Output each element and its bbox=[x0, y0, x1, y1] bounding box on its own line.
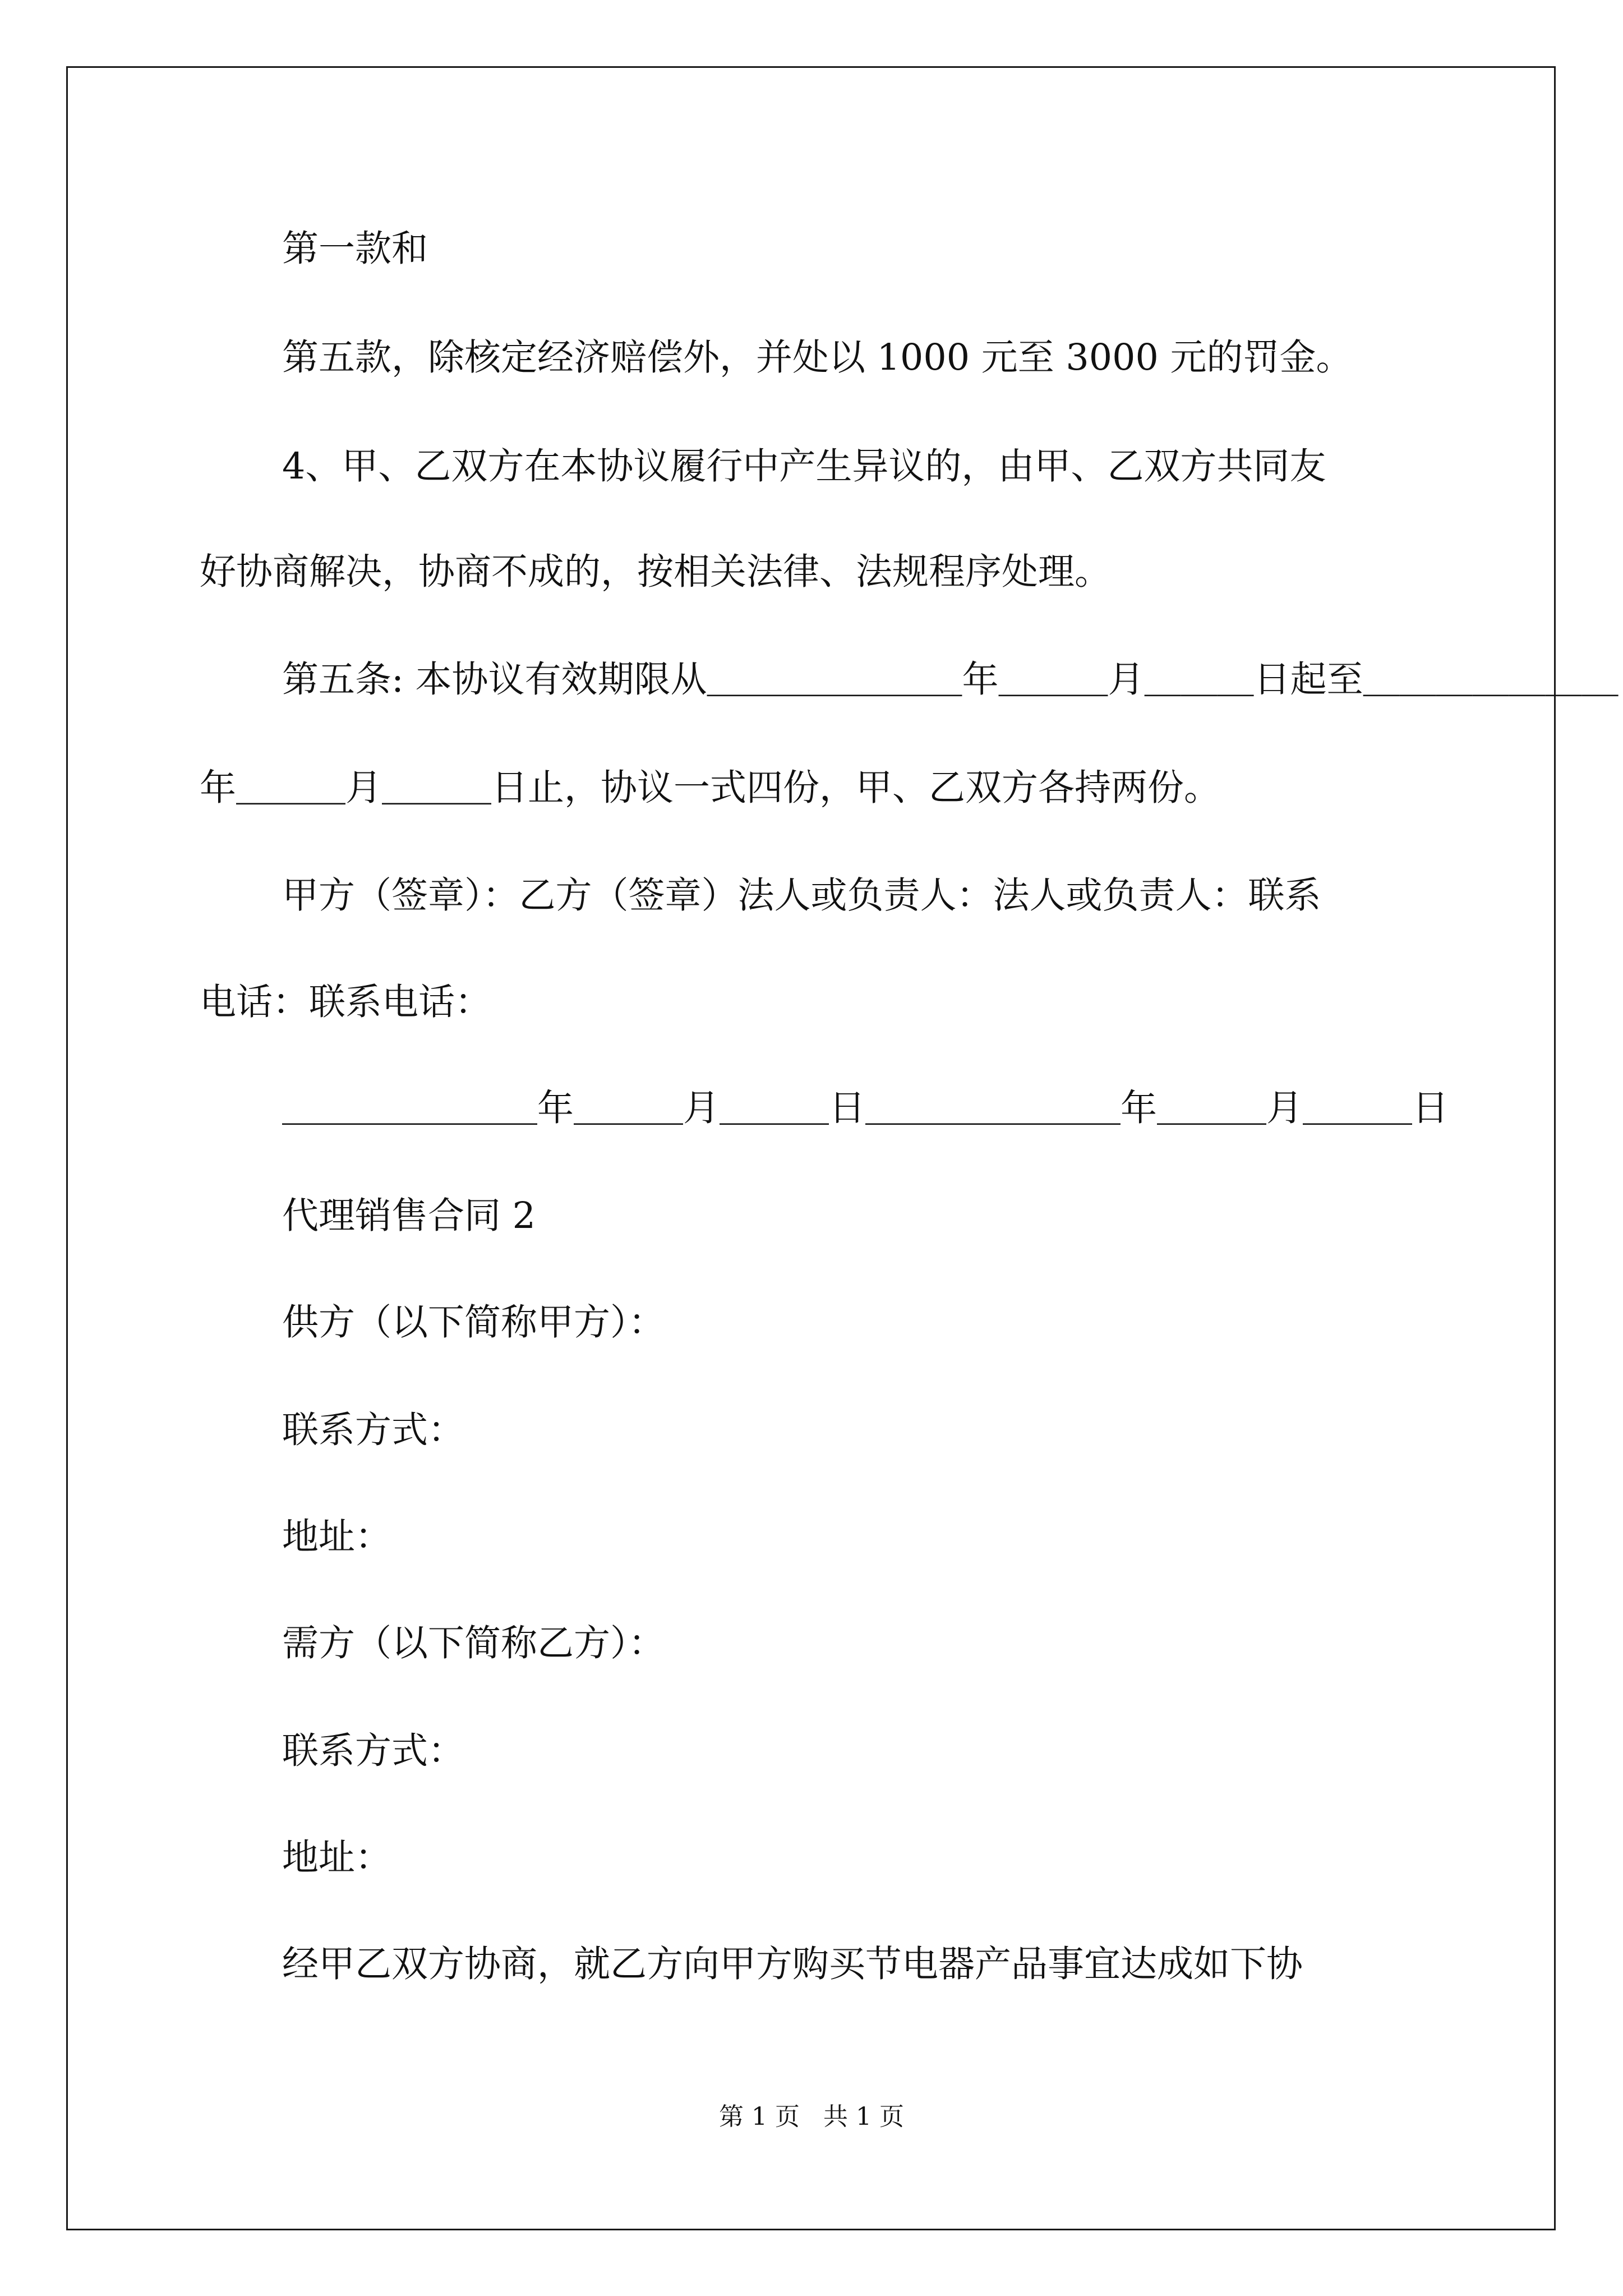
paragraph-line: 第五条: 本协议有效期限从＿＿＿＿＿＿＿年＿＿＿月＿＿＿日起至＿＿＿＿＿＿＿ bbox=[282, 659, 1619, 701]
section-title: 代理销售合同 2 bbox=[282, 1195, 536, 1237]
paragraph-line: 地址： bbox=[282, 1516, 392, 1558]
page-footer: 第 1 页 共 1 页 bbox=[719, 2102, 904, 2131]
paragraph-line: 地址： bbox=[282, 1837, 392, 1879]
paragraph-line: 经甲乙双方协商，就乙方向甲方购买节电器产品事宜达成如下协 bbox=[282, 1943, 1303, 1985]
signature-date-line: ＿＿＿＿＿＿＿年＿＿＿月＿＿＿日＿＿＿＿＿＿＿年＿＿＿月＿＿＿日 bbox=[282, 1087, 1449, 1129]
paragraph-line: 第五款，除核定经济赔偿外，并处以 1000 元至 3000 元的罚金。 bbox=[282, 337, 1353, 379]
paragraph-line: 第一款和 bbox=[282, 228, 428, 270]
paragraph-line: 联系方式： bbox=[282, 1409, 465, 1451]
paragraph-line: 甲方（签章）：乙方（签章）法人或负责人：法人或负责人：联系 bbox=[282, 875, 1321, 917]
paragraph-line: 联系方式： bbox=[282, 1730, 465, 1772]
paragraph-line: 电话：联系电话： bbox=[200, 981, 492, 1023]
paragraph-line: 年＿＿＿月＿＿＿日止，协议一式四份，甲、乙双方各持两份。 bbox=[200, 767, 1221, 809]
paragraph-line: 供方（以下简称甲方）： bbox=[282, 1301, 665, 1343]
paragraph-line: 需方（以下简称乙方）： bbox=[282, 1622, 665, 1664]
paragraph-line: 好协商解决，协商不成的，按相关法律、法规程序处理。 bbox=[200, 551, 1112, 593]
page-border bbox=[66, 66, 1556, 2230]
paragraph-line: 4、甲、乙双方在本协议履行中产生异议的，由甲、乙双方共同友 bbox=[282, 445, 1326, 487]
